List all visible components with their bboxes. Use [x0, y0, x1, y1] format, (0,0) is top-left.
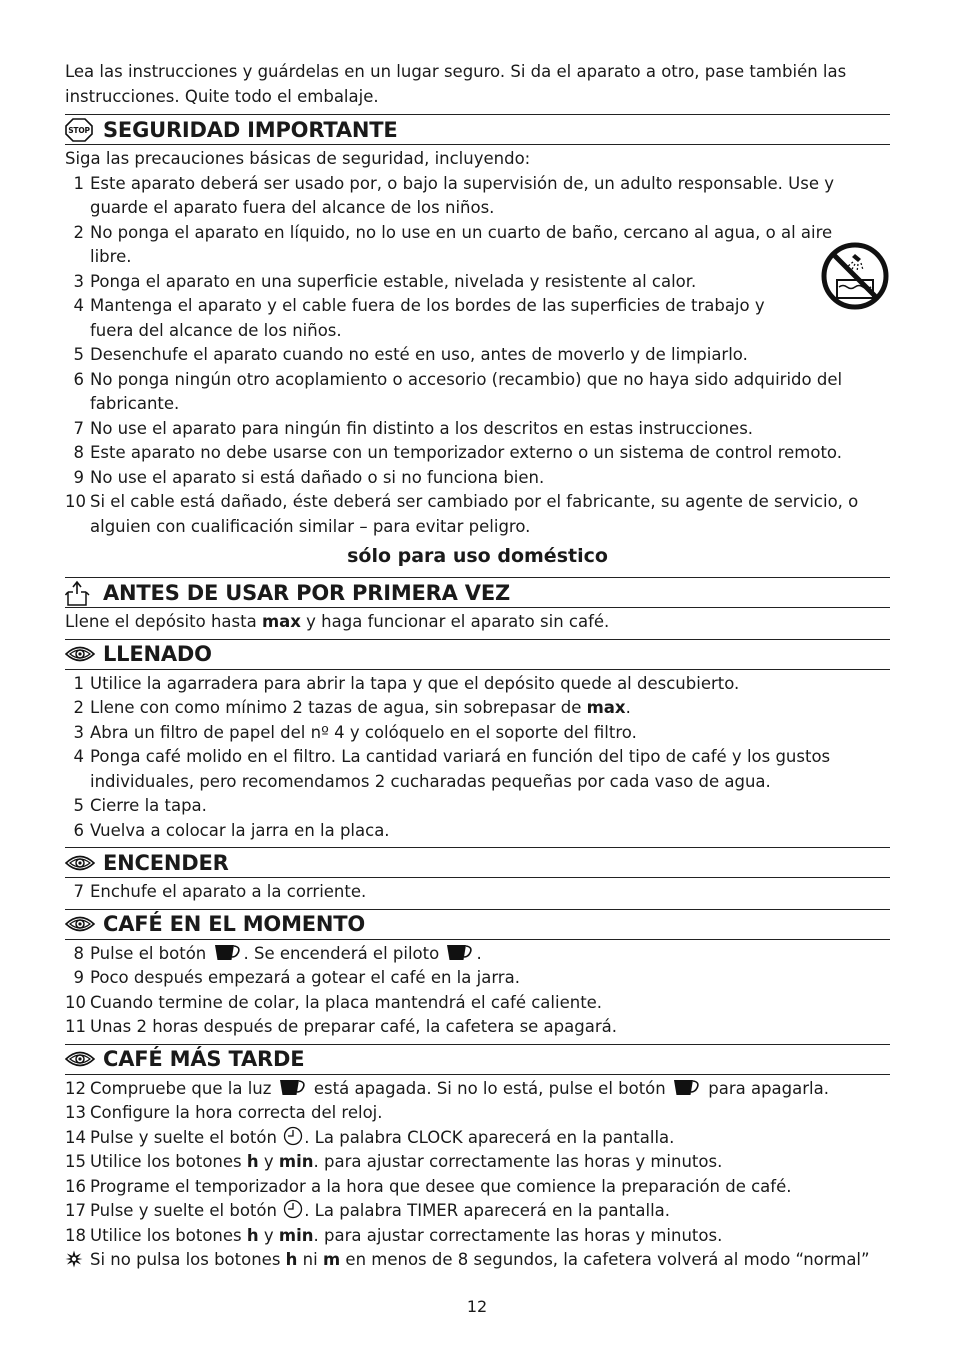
seguridad-lead: Siga las precauciones básicas de seguridad, incluyendo: [65, 149, 531, 168]
list-item [65, 294, 890, 343]
bold-text: min [278, 1152, 314, 1171]
item-number: 4 [73, 747, 84, 766]
section-title: ANTES DE USAR POR PRIMERA VEZ [103, 580, 511, 605]
coffee-cup-icon [278, 1077, 308, 1097]
bold-text: h [285, 1250, 298, 1269]
bold-text: h [246, 1152, 259, 1171]
item-text: Este aparato no debe usarse con un temporizador externo o un sistema de control remoto. [90, 443, 842, 462]
item-text: Si el cable está dañado, éste deberá ser cambiado por el fabricante, su agente de servicio, o alguien con cualificación similar – para evitar peligro. [90, 492, 859, 536]
bold-text: m [322, 1250, 341, 1269]
section-header-llenado [65, 639, 890, 670]
text: Llene el depósito hasta [65, 612, 262, 631]
text: ni [297, 1250, 323, 1269]
text: en menos de 8 segundos, la cafetera volverá al modo “normal” [340, 1250, 870, 1269]
bold-text: min [278, 1225, 314, 1245]
text: Pulse el botón [90, 943, 212, 963]
item-number: 5 [73, 345, 84, 364]
list-item [65, 1150, 890, 1175]
bold-text: max [261, 612, 301, 631]
antes-text [65, 610, 890, 635]
item-text: Configure la hora correcta del reloj. [90, 1103, 383, 1122]
stop-icon-label: STOP [68, 125, 90, 135]
text: para apagarla. [702, 1078, 829, 1098]
item-text: Este aparato deberá ser usado por, o bajo la supervisión de, un adulto responsable. Use y guarde el aparato fuera del alcance de los niños. [90, 173, 834, 217]
list-item [65, 221, 890, 270]
intro-text: Lea las instrucciones y guárdelas en un lugar seguro. Si da el aparato a otro, pase también las instrucciones. Quite todo el embalaje. [65, 62, 847, 106]
section-header-antes [65, 577, 890, 608]
item-number: 10 [65, 992, 86, 1012]
text: Pulse y suelte el botón [90, 1201, 283, 1220]
item-number: 14 [65, 1127, 86, 1147]
list-item [65, 942, 890, 967]
clock-icon [283, 1199, 303, 1219]
unpack-box-icon [65, 581, 95, 605]
list-item [65, 672, 890, 697]
item-text: Ponga café molido en el filtro. La cantidad variará en función del tipo de café y los gustos individuales, pero recomendamos 2 cucharadas pequeñas por cada vaso de agua. [90, 747, 831, 791]
item-number: 13 [65, 1103, 86, 1122]
eye-icon [65, 851, 95, 875]
item-number: 3 [73, 722, 84, 742]
eye-icon [65, 1047, 95, 1071]
text: y [258, 1152, 279, 1171]
manual-page [65, 60, 890, 1277]
text: . para ajustar correctamente las horas y minutos. [313, 1152, 723, 1171]
text: y haga funcionar el aparato sin café. [300, 612, 610, 631]
section-title: SEGURIDAD IMPORTANTE [103, 117, 398, 142]
text: está apagada. Si no lo está, pulse el botón [308, 1078, 671, 1098]
item-number: 1 [73, 173, 84, 193]
section-title: CAFÉ MÁS TARDE [103, 1047, 305, 1071]
item-text: Programe el temporizador a la hora que desee que comience la preparación de café. [90, 1176, 792, 1196]
text: Utilice los botones [90, 1225, 247, 1245]
text: Utilice los botones [90, 1152, 247, 1171]
tarde-list [65, 1077, 890, 1273]
item-number: 8 [73, 943, 84, 963]
item-text: Desenchufe el aparato cuando no esté en uso, antes de moverlo y de limpiarlo. [90, 345, 748, 364]
item-number: 16 [65, 1176, 86, 1196]
section-title: CAFÉ EN EL MOMENTO [103, 912, 366, 936]
star-icon [65, 1248, 84, 1273]
text: . [625, 698, 631, 717]
list-item [65, 1015, 890, 1040]
list-item [65, 343, 890, 368]
list-item [65, 490, 890, 539]
section-title: ENCENDER [103, 850, 229, 875]
eye-icon [65, 912, 95, 936]
list-item [65, 1126, 890, 1151]
list-item [65, 1224, 890, 1249]
item-text [90, 942, 890, 967]
item-number: 12 [65, 1078, 86, 1098]
item-number: 6 [73, 369, 84, 389]
item-number: 1 [73, 673, 84, 693]
item-number: 2 [73, 698, 84, 717]
text: . Se encenderá el piloto [243, 943, 445, 963]
item-text [90, 696, 890, 721]
item-text: Utilice la agarradera para abrir la tapa y que el depósito quede al descubierto. [90, 673, 740, 693]
list-item [65, 880, 890, 905]
eye-icon [65, 642, 95, 666]
text: Pulse y suelte el botón [90, 1127, 283, 1147]
text: . La palabra TIMER aparecerá en la pantalla. [304, 1201, 671, 1220]
text: . para ajustar correctamente las horas y minutos. [313, 1225, 723, 1245]
list-item [65, 172, 890, 221]
list-item [65, 1101, 890, 1126]
note-text [90, 1248, 890, 1273]
item-number: 2 [73, 222, 84, 242]
llenado-list [65, 672, 890, 844]
list-item [65, 270, 890, 295]
item-text: Vuelva a colocar la jarra en la placa. [90, 820, 390, 840]
item-text: No use el aparato para ningún fin distinto a los descritos en estas instrucciones. [90, 418, 754, 438]
text: y [258, 1225, 279, 1245]
item-number: 10 [65, 492, 86, 511]
text: Compruebe que la luz [90, 1078, 277, 1098]
item-number: 9 [73, 467, 84, 487]
item-number: 11 [65, 1017, 86, 1036]
item-text: Cierre la tapa. [90, 796, 207, 815]
text: Si no pulsa los botones [90, 1250, 286, 1269]
list-item [65, 966, 890, 991]
clock-icon [283, 1126, 303, 1146]
item-text: No use el aparato si está dañado o si no funciona bien. [90, 467, 545, 487]
list-item [65, 441, 890, 466]
seguridad-list [65, 172, 890, 540]
list-item [65, 1199, 890, 1224]
list-item [65, 794, 890, 819]
coffee-cup-icon [445, 942, 475, 962]
coffee-cup-icon [213, 942, 243, 962]
text: . La palabra CLOCK aparecerá en la pantalla. [304, 1127, 675, 1147]
item-text [90, 1150, 890, 1175]
item-number: 6 [73, 820, 84, 840]
list-item [65, 696, 890, 721]
item-text [90, 1077, 890, 1102]
item-number: 15 [65, 1152, 86, 1171]
item-number: 17 [65, 1201, 86, 1220]
section-header-encender [65, 847, 890, 878]
item-text [90, 1126, 890, 1151]
item-number: 5 [73, 796, 84, 815]
list-item [65, 417, 890, 442]
note-item [65, 1248, 890, 1273]
no-immersion-icon [821, 240, 889, 312]
item-number: 7 [73, 882, 84, 901]
list-item [65, 721, 890, 746]
item-number: 7 [73, 418, 84, 438]
list-item [65, 745, 890, 794]
text: . [476, 943, 482, 963]
item-text [90, 1199, 890, 1224]
domestic-use-note: sólo para uso doméstico [347, 545, 608, 567]
list-item [65, 368, 890, 417]
text: Llene con como mínimo 2 tazas de agua, sin sobrepasar de [90, 698, 587, 717]
list-item [65, 1175, 890, 1200]
item-text: Abra un filtro de papel del nº 4 y colóquelo en el soporte del filtro. [90, 722, 637, 742]
section-header-momento [65, 909, 890, 940]
list-item [65, 1077, 890, 1102]
list-item [65, 819, 890, 844]
momento-list [65, 942, 890, 1040]
item-text: Cuando termine de colar, la placa mantendrá el café caliente. [90, 992, 603, 1012]
bold-text: h [246, 1225, 259, 1245]
item-number: 18 [65, 1225, 86, 1245]
item-text: Poco después empezará a gotear el café en la jarra. [90, 968, 520, 987]
item-number: 4 [73, 296, 84, 315]
item-number: 8 [73, 443, 84, 462]
section-header-tarde [65, 1044, 890, 1075]
item-text: Enchufe el aparato a la corriente. [90, 882, 367, 901]
section-title: LLENADO [103, 642, 212, 666]
item-number: 9 [73, 968, 84, 987]
item-text [90, 1224, 890, 1249]
encender-list [65, 880, 890, 905]
list-item [65, 466, 890, 491]
bold-text: max [586, 698, 626, 717]
section-header-seguridad [65, 114, 890, 145]
item-text: No ponga el aparato en líquido, no lo use en un cuarto de baño, cercano al agua, o al aire libre. [90, 222, 833, 266]
coffee-cup-icon [672, 1077, 702, 1097]
item-text: Unas 2 horas después de preparar café, la cafetera se apagará. [90, 1017, 617, 1036]
list-item [65, 991, 890, 1016]
item-text: Ponga el aparato en una superficie estable, nivelada y resistente al calor. [90, 271, 697, 291]
item-text: Mantenga el aparato y el cable fuera de los bordes de las superficies de trabajo y fuera del alcance de los niños. [90, 296, 765, 340]
item-text: No ponga ningún otro acoplamiento o accesorio (recambio) que no haya sido adquirido del fabricante. [90, 369, 843, 413]
item-number: 3 [73, 271, 84, 291]
stop-icon [65, 118, 95, 142]
page-number: 12 [466, 1297, 488, 1316]
